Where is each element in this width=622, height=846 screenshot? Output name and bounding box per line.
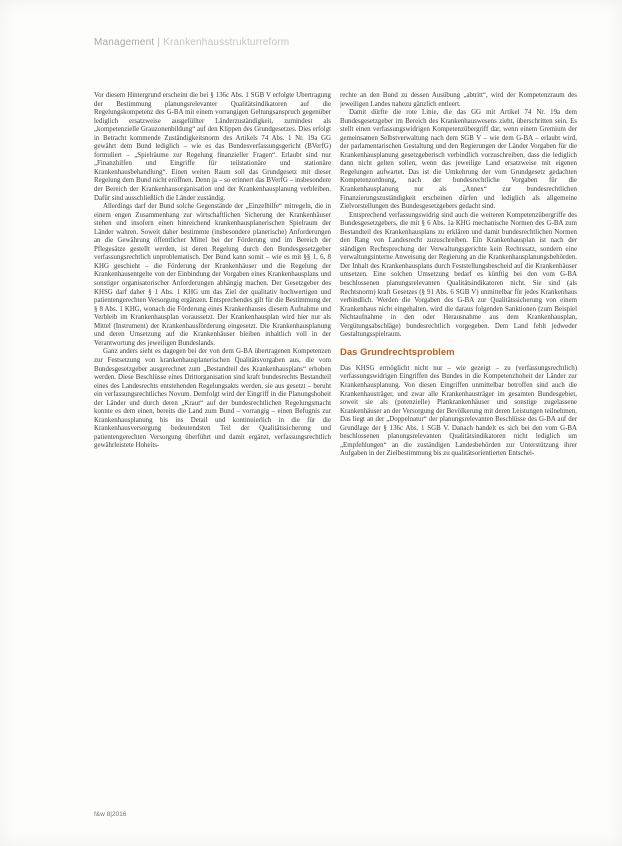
header-subtitle: Krankenhausstrukturreform bbox=[163, 37, 290, 48]
paragraph: Damit dürfte die rote Linie, die das GG mit Artikel 74 Nr. 19a dem Bundesgesetzgeber im Bereich des Krankenhauswesens zieht, überschritten sein. Es stellt einen verfassungswidrigen Kompetenzübergriff dar, wenn einem Gremium der gemeinsamen Selbstverwaltung nach dem SGB V – wie dem G-BA – erlaubt wird, der parlamentarischen Gestaltung und den Regierungen der Länder Vorgaben für die Krankenhausplanung gesetzgeberisch verbindlich vorzuschreiben, dass die lediglich dann nicht gelten sollen, wenn das jeweilige Land ersatzweise mit eigenen Regelungen aufwartet. Das ist die Umkehrung der vom Grundgesetz gedachten Kompetenzordnung, nach der bundesrechtliche Vorgaben für die Krankenhausplanung nur als „Annex“ zur bundesrechtlichen Finanzierungszuständigkeit erscheinen dürfen und lediglich als allgemeine Zielvorstellungen des Bundesgesetzgebers gedacht sind. bbox=[340, 109, 577, 211]
header-separator: | bbox=[157, 37, 161, 48]
left-column bbox=[94, 92, 331, 804]
running-header bbox=[94, 37, 289, 48]
right-column bbox=[340, 92, 577, 804]
section-heading: Das Grundrechtsproblem bbox=[340, 346, 455, 358]
paragraph: rechte an den Bund zu dessen Ausübung „abtritt“, wird der Kompetenzraum des jeweiligen Landes nahezu gänzlich entleert. bbox=[340, 92, 577, 108]
paragraph: Entsprechend verfassungswidrig sind auch die weiteren Kompetenzübergriffe des Bundesgesetzgebers, die mit § 6 Abs. 1a KHG mechanische Normen des G-BA zum Bestandteil des Krankenhausplans zu erklären und damit bundesrechtlichen Normen den Rang von Landesrecht zuzuschreiben. Ein Krankenhausplan ist nach der ständigen Rechtsprechung der Verwaltungsgerichte kein Rechtssatz, sondern eine verwaltungsinterne Anweisung der Regierung an die Krankenhausplanungsbehörden. Der Inhalt des Krankenhausplans durch Feststellungsbescheid auf die Krankenhäuser umsetzen. Eine solchen Umsetzung bedarf es künftig bei den vom G-BA beschlossenen planungsrelevanten Qualitätsindikatoren nicht. Sie sind (als Rechtsnorm) kraft Gesetzes (§ 91 Abs. 6 SGB V) unmittelbar für jedes Krankenhaus verbindlich. Werden die Vorgaben des G-BA zur Qualitätssicherung von einem Krankenhaus nicht eingehalten, wird die daraus folgenden Sanktionen (zum Beispiel Nichtaufnahme in den oder Herausnahme aus dem Krankenhausplan, Vergütungsabschläge) bundesrechtlich vorgegeben. Dem Land fehlt jedweder Gestaltungsspielraum. bbox=[340, 211, 577, 339]
paragraph: Das KHSG ermöglicht nicht nur – wie gezeigt – zu (verfassungsrechtlich) verfassungswidrigen Eingriffen des Bundes in die Kompetenzhoheit der Länder zur Krankenhausplanung. Von diesen Eingriffen unmittelbar betroffen sind auch die Krankenhausträger, und zwar alle Krankenhausträger im gesamten Bundesgebiet, soweit sie als (potenzielle) Plankrankenhäuser und sonstige zugelassene Krankenhäuser an der Versorgung der Bevölkerung mit deren Leistungen teilnehmen. Das liegt an der „Doppelnatur“ der planungsrelevanten Beschlüsse des G-BA auf der Grundlage der § 136c Abs. 1 SGB V. Danach handelt es sich bei den vom G-BA beschlossenen planungsrelevanten Qualitätsindikatoren nicht lediglich um „Empfehlungen“ an die zuständigen Landesbehörden zur Unterstützung ihrer Aufgaben in der Zielbestimmung bis zu qualitätsorientierten Entschei- bbox=[340, 364, 577, 458]
paragraph: Vor diesem Hintergrund erscheint die bei § 136c Abs. 1 SGB V erfolgte Übertragung der Bestimmung planungsrelevanter Qualitätsindikatoren auf die Regelungskompetenz des G-BA mit einem vorrangigen Geltungsanspruch gegenüber lediglich ersatzweise ausgefüllter Länderzuständigkeit, zumindest als „kompetenzielle Grauzonenbildung“ auf den Klippen des Grundgesetzes. Dies erfolgt in Betracht kommende Zuständigkeitsnorm des Artikels 74 Abs. 1 Nr. 19a GG gewährt dem Bund lediglich – wie es das Bundesverfassungsgericht (BVerfG) formuliert – „Spielräume zur Regelung finanzieller Fragen“. Erlaubt sind nur „Finanzhilfen und Eingriffe für teilstationäre und stationäre Krankenhausbehandlung“. Einen weiten Raum soll das Grundgesetz mit dieser Regelung dem Bund nicht eröffnen. Denn ja – so erinnert das BVerfG – insbesondere der Bereich der Krankenhausorganisation und der Krankenhausplanung verbleiben. Dafür sind ausschließlich die Länder zuständig. bbox=[94, 92, 331, 202]
footer-issue: f&w 8|2016 bbox=[94, 811, 127, 818]
header-section: Management bbox=[94, 37, 155, 48]
paragraph: Ganz anders sieht es dagegen bei der von dem G-BA übertragenen Kompetenzen zur Festsetzung von krankenhausplanerischen Qualitätsvorgaben aus, die vom Bundesgesetzgeber ausgerechnet zum „Bestandteil des Krankenhausplans“ erhoben werden. Diese Beschlüsse eines Drittorganisation sind kraft bundesrechts Bestandteil eines des Landesrechts entstehenden Regelungsakts werden, sie aus gesetzt – beruht ein verfassungsrechtliches Novum. Demfolgt wird der Eingriff in die Planungshoheit der Länder und durch deren „Kraut“ auf der bundesrechtlichen Regelungsmacht konnte es dem einen, bereits die Land zum Bund – vorrangig – einen Befugnis zur Krankenhausplanung bis ins Detail und kontinuierlich in die für die Krankenhausversorgung bedeutendsten Teil der Qualitätssicherung und patientengerechten Versorgung überführt und damit ergänzt, verfassungsrechtlich gewährleistete Hoheits- bbox=[94, 348, 331, 450]
paragraph: Allerdings darf der Bund solche Gegenstände der „Einzelhilfe“ mitregeln, die in einem engen Zusammenhang zur wirtschaftlichen Sicherung der Krankenhäuser stehen und insofern einen hinreichend krankenhausplanerischen Spielraum der Länder wahren. Soweit daher bestimmte (insbesondere planerische) Anforderungen an die Gewährung öffentlicher Mittel bei der Förderung und im Bereich der Pflegesätze gestellt werden, ist deren Regelung durch den Bundesgesetzgeber verfassungsrechtlich unproblematisch. Der Bund kann somit – wie es mit §§ 1, 6, 8 KHG geschieht – die Förderung der Krankenhäuser und die Regelung der Krankenhausentgelte von der Einbindung der Vorgaben eines Krankenhausplans und sonstiger organisatorischer Anforderungen abhängig machen. Der Gesetzgeber des KHSG darf daher § 1 Abs. 1 KHG um das Ziel der qualitativ hochwertigen und patientengerechten Versorgung ergänzen. Entsprechendes gilt für die Bestimmung der § 8 Abs. 1 KHG, wonach die Förderung eines Krankenhauses diesem Aufnahme und Verbleib im Krankenhausplan voraussetzt. Der Krankenhausplan wird hier nur als Mittel (Instrument) der Krankenhausförderung eingesetzt. Die Krankenhausplanung und deren Umsetzung auf die Krankenhäuser bleiben inhaltlich voll in der Verantwortung des jeweiligen Bundeslands. bbox=[94, 203, 331, 347]
